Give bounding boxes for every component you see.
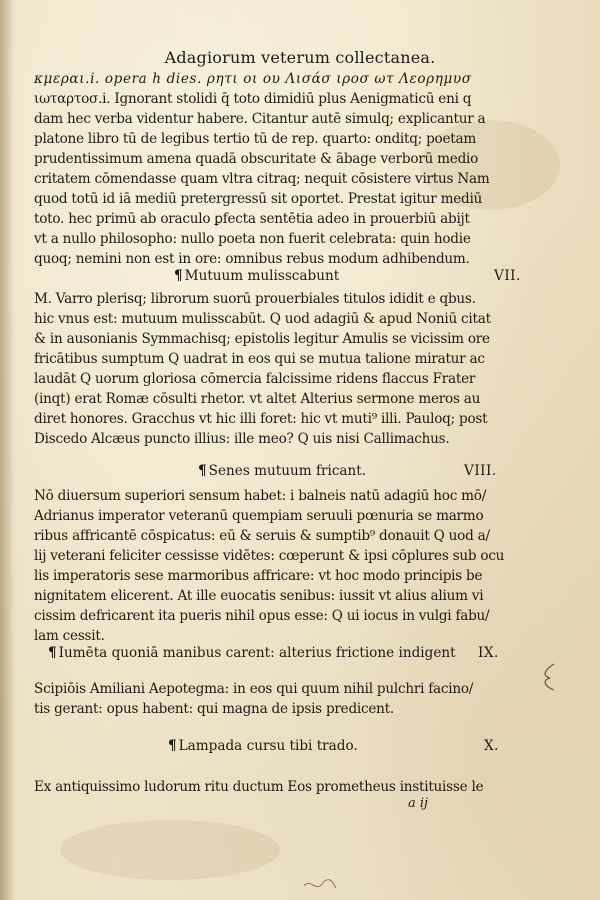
text-line: platone libro tū de legibus tertio tū de rep. quarto: onditq; poetam [34, 131, 476, 147]
text-line: lis imperatoris sese marmoribus affricare: vt hoc modo principis be [34, 568, 483, 584]
adage-title: Iumēta quoniā manibus carent: alterius frictione indigent [58, 645, 456, 661]
text-line: ribus affricantē cōspicatus: eū & seruis & sumptib⁹ donauit Q uod a/ [34, 528, 490, 544]
text-line: M. Varro plerisq; librorum suorū prouerbiales titulos ididit e qbus. [34, 291, 476, 307]
adage-numeral: X. [484, 738, 499, 754]
text-line: laudāt Q uorum gloriosa cōmercia falcissime ridens flaccus Frater [34, 371, 476, 387]
adage-numeral: IX. [478, 645, 499, 661]
text-line: Scipiōis Amiliani Aepotegma: in eos qui quum nihil pulchri facino/ [34, 681, 474, 697]
text-line: & in ausonianis Symmachisq; epistolis legitur Amulis se vicissim ore [34, 331, 490, 347]
text-line: dam hec verba videntur habere. Citantur autē simulq; explicantur a [34, 111, 486, 127]
text-line: hic vnus est: mutuum mulisscabūt. Q uod adagiū & apud Noniū citat [34, 311, 491, 327]
text-line: quoq; nemini non est in ore: omnibus rebus modum adhibendum. [34, 251, 470, 267]
text-line: quod totū id iā mediū pretergressū sit oportet. Prestat igitur mediū [34, 191, 483, 207]
text-line: tis gerant: opus habent: qui magna de ipsis predicent. [34, 701, 394, 717]
adage-title: Mutuum mulisscabunt [184, 268, 340, 284]
text-line: nignitatem elicerent. At ille euocatis senibus: iussit vt alius alium vi [34, 588, 484, 604]
pilcrow-icon: ¶ [174, 268, 183, 284]
text-line: vt a nullo philosopho: nullo poeta non fuerit celebrata: quin hodie [34, 231, 471, 247]
text-line: Nō diuersum superiori sensum habet: i balneis natū adagiū hoc mō/ [34, 488, 487, 504]
text-line: prudentissimum amena quadā obscuritate & ābage verborū medio [34, 151, 479, 167]
adage-numeral: VII. [494, 268, 521, 284]
adage-numeral: VIII. [464, 463, 497, 479]
text-line: lij veterani feliciter cessisse vidētes: cœperunt & ipsi cōplures sub ocu [34, 548, 505, 564]
text-line: Adrianus imperator veteranū quempiam seruuli pœnuria se marmo [34, 508, 484, 524]
pilcrow-icon: ¶ [48, 645, 57, 661]
text-line: fricātibus sumptum Q uadrat in eos qui se mutua talione miratur ac [34, 351, 485, 367]
binding-flourish [300, 876, 340, 894]
text-line: (inqt) erat Romæ cōsulti rhetor. vt altet Alterius sermone meros au [34, 391, 481, 407]
text-line: diret honores. Gracchus vt hic illi foret: hic vt muti⁹ illi. Pauloq; post [34, 411, 488, 427]
text-line: lam cessit. [34, 628, 105, 644]
pilcrow-icon: ¶ [168, 738, 177, 754]
text-line: Discedo Alcæus puncto illius: ille meo? Q uis nisi Callimachus. [34, 431, 450, 447]
pilcrow-icon: ¶ [198, 463, 207, 479]
text-line: κμεραι.i. opera h dies. ρητι οι ου Λισάσ ιροσ ωτ Λεορημυσ [34, 71, 472, 87]
adage-heading [174, 268, 339, 284]
text-line: ιωταρτοσ.i. Ignorant stolidi q̄ toto dimidiū plus Aenigmaticū eni q [34, 91, 472, 107]
adage-heading [48, 645, 456, 661]
text-line: toto. hec primū ab oraculo ꝑfecta sentētia adeo in prouerbiū abijt [34, 211, 470, 227]
adage-title: Lampada cursu tibi trado. [178, 738, 358, 754]
text-line: Ex antiquissimo ludorum ritu ductum Eos prometheus instituisse le [34, 779, 484, 795]
text-line: cissim defricarent ita pueris nihil opus esse: Q ui iocus in vulgi fabu/ [34, 608, 490, 624]
adage-heading [198, 463, 366, 479]
marginal-bracket-mark [536, 662, 560, 692]
adage-title: Senes mutuum fricant. [208, 463, 367, 479]
text-line: critatem cōmendasse quam vltra citraq; nequit cōsistere virtus Nam [34, 171, 490, 187]
running-header: Adagiorum veterum collectanea. [164, 48, 436, 67]
paper-stain [60, 820, 280, 880]
adage-heading [168, 738, 358, 754]
signature-mark: a ij [408, 796, 429, 811]
